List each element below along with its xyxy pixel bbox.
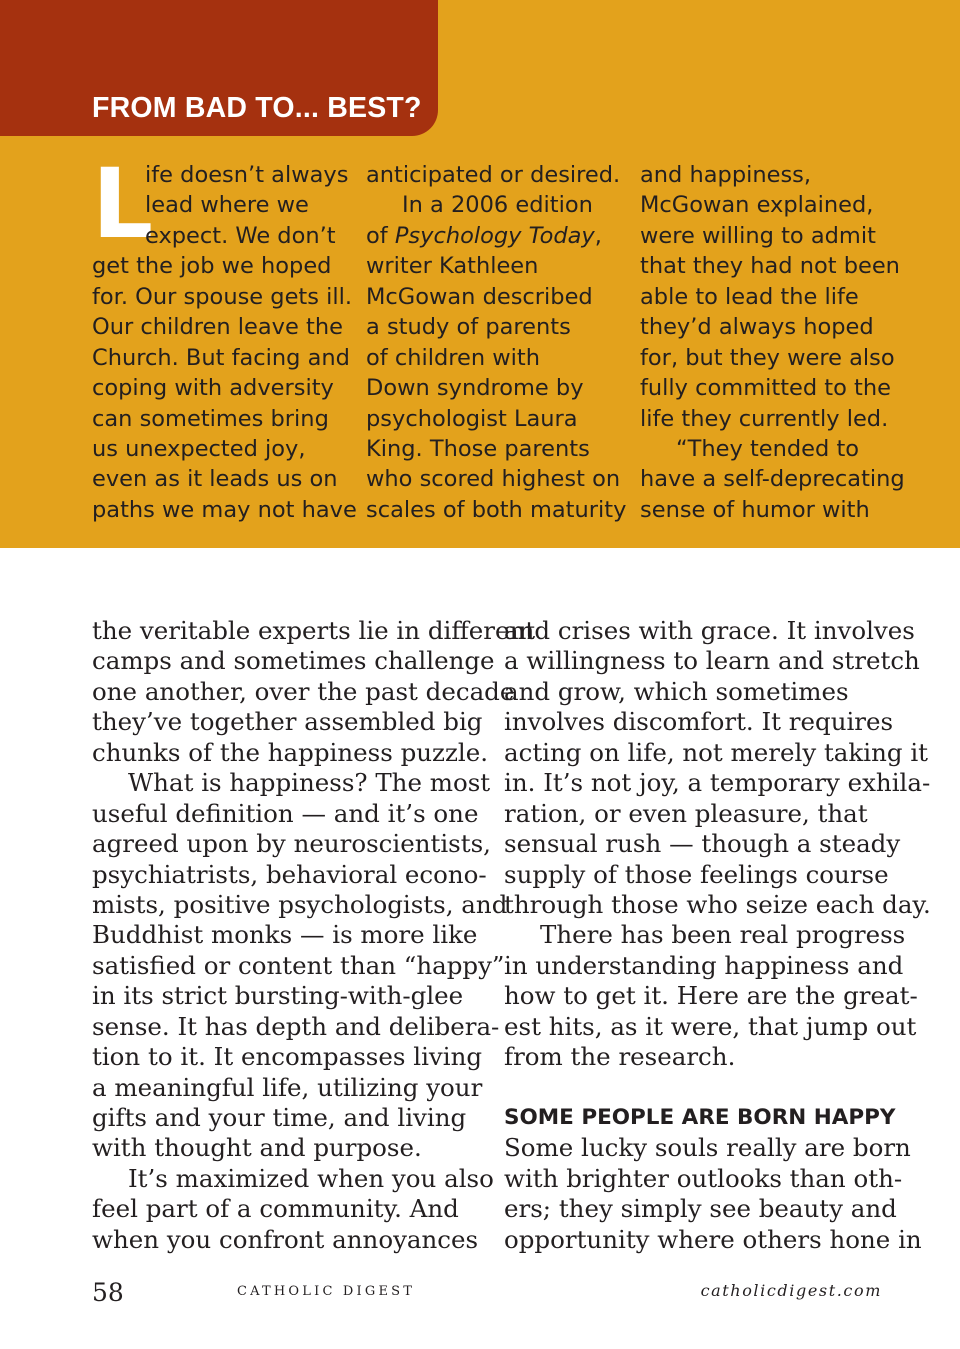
text-line: who scored highest on	[366, 466, 621, 493]
text-line: that they had not been	[640, 253, 900, 280]
text-line: est hits, as it were, that jump out	[504, 1011, 917, 1041]
text-line: supply of those feelings course	[504, 859, 889, 889]
text-line: even as it leads us on	[92, 466, 338, 493]
text-line: Buddhist monks — is more like	[92, 920, 478, 950]
text-line: in understanding happiness and	[504, 950, 904, 980]
text-line: of children with	[366, 344, 541, 371]
text-line: camps and sometimes challenge	[92, 646, 495, 676]
text-line: get the job we hoped	[92, 253, 332, 280]
text-line: a willingness to learn and stretch	[504, 646, 920, 676]
text-line: feel part of a community. And	[92, 1194, 459, 1224]
text-line: satisfied or content than “happy”	[92, 950, 505, 980]
sidebar-column-1	[92, 148, 357, 525]
text-line: It’s maximized when you also	[128, 1163, 494, 1193]
text-line: gifts and your time, and living	[92, 1103, 467, 1132]
text-line: with brighter outlooks than oth-	[504, 1163, 903, 1193]
text-line: coping with adversity	[92, 375, 334, 402]
text-line: how to get it. Here are the great-	[504, 981, 918, 1011]
text-line: tion to it. It encompasses living	[92, 1042, 483, 1072]
text-line: agreed upon by neuroscientists,	[92, 829, 491, 859]
text-line: and crises with grace. It involves	[504, 616, 915, 645]
section-subhead: SOME PEOPLE ARE BORN HAPPY	[504, 1105, 896, 1130]
text-line: mists, positive psychologists, and	[92, 889, 508, 919]
text-line: able to lead the life	[640, 283, 859, 310]
text-line: acting on life, not merely taking it	[504, 737, 929, 767]
text-line: were willing to admit	[640, 222, 876, 249]
text-line: useful definition — and it’s one	[92, 798, 479, 828]
text-line: King. Those parents	[366, 435, 590, 462]
text-line: scales of both maturity	[366, 496, 627, 523]
text-line: they’ve together assembled big	[92, 707, 483, 737]
article-column-1	[92, 616, 535, 1255]
text-line: one another, over the past decade	[92, 676, 515, 706]
text-line: from the research.	[504, 1042, 736, 1072]
article-column-2	[504, 616, 931, 1255]
text-line: McGowan described	[366, 283, 593, 310]
text-line: for, but they were also	[640, 344, 895, 371]
text-line: anticipated or desired.	[366, 162, 621, 188]
text-line: psychologist Laura	[366, 405, 578, 432]
sidebar-title: FROM BAD TO... BEST?	[92, 92, 422, 124]
text-line: in. It’s not joy, a temporary exhila-	[504, 768, 931, 798]
text-line: they’d always hoped	[640, 314, 874, 341]
text-line: sense of humor with	[640, 496, 870, 523]
text-line: Church. But facing and	[92, 344, 350, 371]
text-line: through those who seize each day.	[504, 889, 931, 919]
text-line: sensual rush — though a steady	[504, 829, 901, 859]
text-line: Some lucky souls really are born	[504, 1133, 911, 1163]
text-line: and grow, which sometimes	[504, 676, 849, 706]
text-line: us unexpected joy,	[92, 435, 306, 462]
text-line: paths we may not have	[92, 496, 357, 523]
text-line: lead where we	[145, 192, 309, 219]
text-line: expect. We don’t	[145, 222, 336, 249]
text-line: a study of parents	[366, 314, 571, 341]
text-line: can sometimes bring	[92, 405, 329, 432]
text-line: psychiatrists, behavioral econo-	[92, 859, 487, 889]
blank-line	[504, 1073, 931, 1103]
text-line: ration, or even pleasure, that	[504, 798, 868, 828]
text-line: the veritable experts lie in different	[92, 616, 536, 645]
text-line: There has been real progress	[540, 920, 906, 950]
text-line: chunks of the happiness puzzle.	[92, 737, 488, 767]
text-line: have a self-deprecating	[640, 466, 905, 493]
drop-cap: L	[92, 148, 154, 260]
text-line: ers; they simply see beauty and	[504, 1194, 897, 1224]
text-line: life they currently led.	[640, 405, 889, 432]
text-line: Our children leave the	[92, 314, 343, 341]
text-line: opportunity where others hone in	[504, 1224, 922, 1254]
text-line: for. Our spouse gets ill.	[92, 283, 353, 310]
text-line: ife doesn’t always	[145, 162, 349, 188]
text-line: sense. It has depth and delibera-	[92, 1011, 500, 1041]
text-line: “They tended to	[676, 435, 860, 462]
text-line: McGowan explained,	[640, 192, 874, 219]
sidebar-column-3	[640, 160, 905, 525]
text-line: writer Kathleen	[366, 253, 539, 280]
text-line-psychology-today: of Psychology Today,	[366, 222, 602, 249]
page-number: 58	[92, 1278, 124, 1307]
sidebar-column-2	[366, 160, 627, 525]
magazine-name: CATHOLIC DIGEST	[237, 1284, 416, 1299]
text-line: a meaningful life, utilizing your	[92, 1072, 483, 1102]
text-line: and happiness,	[640, 162, 812, 188]
website-url: catholicdigest.com	[700, 1281, 882, 1300]
text-line: when you confront annoyances	[92, 1224, 479, 1254]
text-line: involves discomfort. It requires	[504, 707, 894, 737]
text-line: fully committed to the	[640, 375, 891, 402]
text-line: Down syndrome by	[366, 375, 584, 402]
text-line: with thought and purpose.	[92, 1133, 422, 1163]
text-line: in its strict bursting-with-glee	[92, 981, 464, 1011]
text-line: What is happiness? The most	[128, 768, 491, 798]
text-line: In a 2006 edition	[402, 192, 593, 219]
